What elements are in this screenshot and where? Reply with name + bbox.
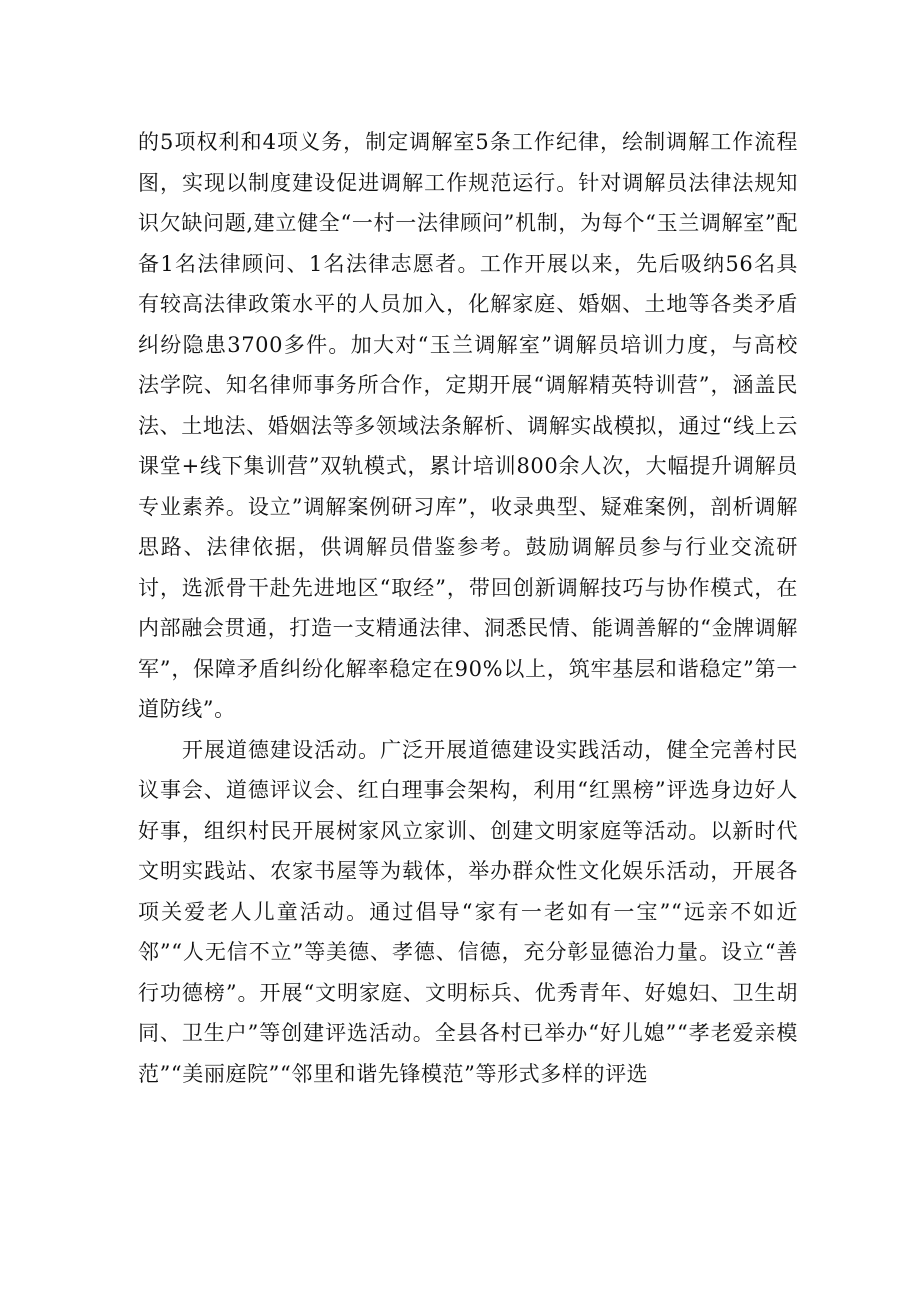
paragraph-mediation-continued: 的5项权利和4项义务，制定调解室5条工作纪律，绘制调解工作流程图，实现以制度建设促进调解工作规范运行。针对调解员法律法规知识欠缺问题,建立健全“一村一法律顾问”机制，为每个“玉兰调解室”配备1名法律顾问、1名法律志愿者。工作开展以来，先后吸纳56名具有较高法律政策水平的人员加入，化解家庭、婚姻、土地等各类矛盾纠纷隐患3700多件。加大对“玉兰调解室”调解员培训力度，与高校法学院、知名律师事务所合作，定期开展“调解精英特训营”，涵盖民法、土地法、婚姻法等多领域法条解析、调解实战模拟，通过“线上云课堂+线下集训营”双轨模式，累计培训800余人次，大幅提升调解员专业素养。设立”调解案例研习库”，收录典型、疑难案例，剖析调解思路、法律依据，供调解员借鉴参考。鼓励调解员参与行业交流研讨，选派骨干赴先进地区“取经”，带回创新调解技巧与协作模式，在内部融会贯通，打造一支精通法律、洞悉民情、能调善解的“金牌调解军”，保障矛盾纠纷化解率稳定在90%以上，筑牢基层和谐稳定”第一道防线”。 bbox=[138, 130, 798, 721]
paragraph-moral-construction: 开展道德建设活动。广泛开展道德建设实践活动，健全完善村民议事会、道德评议会、红白理事会架构，利用“红黑榜”评选身边好人好事，组织村民开展树家风立家训、创建文明家庭等活动。以新时代文明实践站、农家书屋等为载体，举办群众性文化娱乐活动，开展各项关爱老人儿童活动。通过倡导“家有一老如有一宝”“远亲不如近邻”“人无信不立”等美德、孝德、信德，充分彰显德治力量。设立“善行功德榜”。开展“文明家庭、文明标兵、优秀青年、好媳妇、卫生胡同、卫生户”等创建评选活动。全县各村已举办“好儿媳”“孝老爱亲模范”“美丽庭院”“邻里和谐先锋模范”等形式多样的评选 bbox=[138, 737, 798, 1086]
document-body bbox=[138, 122, 798, 1094]
